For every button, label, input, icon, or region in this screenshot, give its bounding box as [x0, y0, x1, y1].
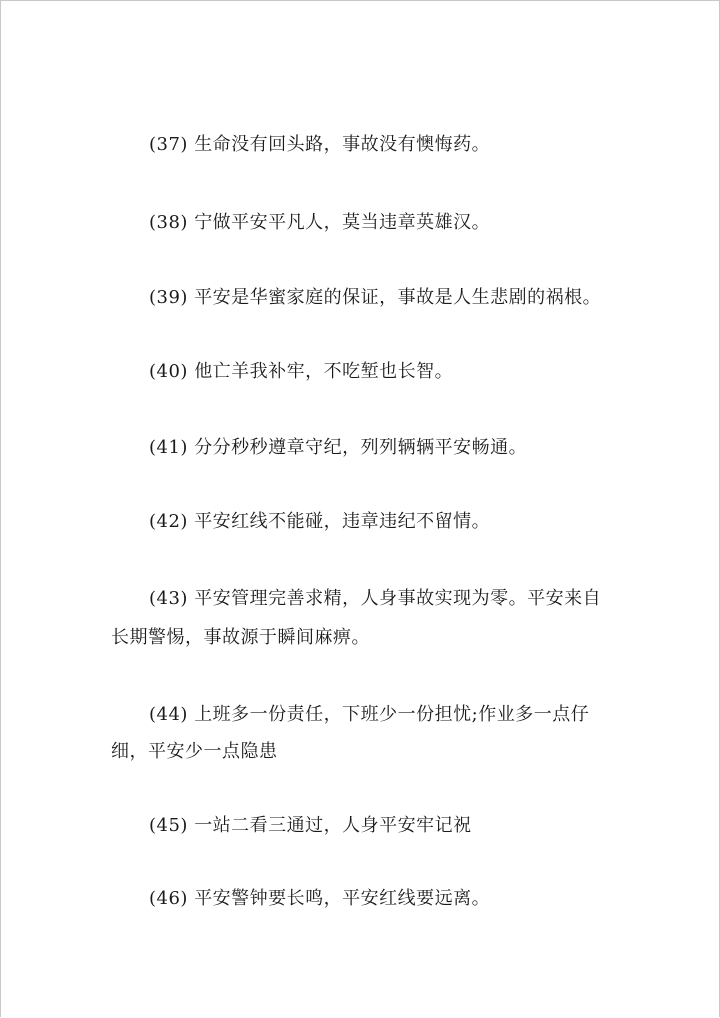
item-text: 上班多一份责任，下班少一份担忧;作业多一点仔 [194, 704, 590, 725]
list-item-continuation [111, 628, 370, 648]
list-item [149, 135, 490, 155]
item-text: 平安警钟要长鸣，平安红线要远离。 [194, 888, 491, 909]
item-number: (41) [149, 437, 188, 458]
list-item [149, 213, 490, 233]
item-text: 平安红线不能碰，违章违纪不留情。 [194, 511, 491, 532]
item-text: 宁做平安平凡人，莫当违章英雄汉。 [194, 212, 491, 233]
list-item [149, 816, 472, 836]
item-number: (44) [149, 704, 188, 725]
list-item-continuation [111, 742, 278, 762]
item-number: (38) [149, 212, 188, 233]
item-number: (45) [149, 815, 188, 836]
item-text: 生命没有回头路，事故没有懊悔药。 [194, 134, 491, 155]
item-text: 平安是华蜜家庭的保证，事故是人生悲剧的祸根。 [194, 287, 602, 308]
item-number: (43) [149, 588, 188, 609]
item-number: (46) [149, 888, 188, 909]
list-item [149, 512, 490, 532]
item-number: (40) [149, 361, 188, 382]
item-text: 他亡羊我补牢，不吃堑也长智。 [194, 361, 454, 382]
item-text: 一站二看三通过，人身平安牢记祝 [194, 815, 472, 836]
item-number: (42) [149, 511, 188, 532]
list-item [149, 589, 601, 609]
item-text: 平安管理完善求精，人身事故实现为零。平安来自 [194, 588, 602, 609]
item-number: (37) [149, 134, 188, 155]
item-text-continued: 细，平安少一点隐患 [111, 741, 278, 762]
item-text: 分分秒秒遵章守纪，列列辆辆平安畅通。 [194, 437, 528, 458]
list-item [149, 889, 490, 909]
list-item [149, 288, 601, 308]
list-item [149, 705, 589, 725]
list-item [149, 362, 453, 382]
list-item [149, 438, 527, 458]
item-number: (39) [149, 287, 188, 308]
item-text-continued: 长期警惕，事故源于瞬间麻痹。 [111, 627, 370, 648]
